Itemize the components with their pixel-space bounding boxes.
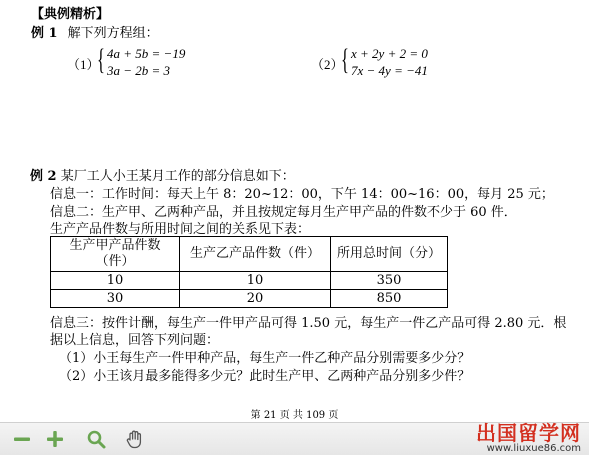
info3-line2: 据以上信息，回答下列问题： (50, 333, 220, 348)
system2-number: （2） (311, 57, 344, 72)
info1-text: 信息一：工作时间：每天上午 8：20~12：00，下午 14：00~16：00，每月 25 元； (50, 187, 554, 202)
table-cell: 10 (51, 272, 180, 290)
table-row (51, 290, 448, 308)
brace-icon: { (97, 43, 105, 76)
info2-text: 信息二：生产甲、乙两种产品，并且按规定每月生产甲产品的件数不少于 60 件． (50, 205, 517, 220)
watermark-name: 出国留学网 (476, 421, 581, 445)
minus-icon[interactable] (11, 428, 33, 450)
plus-icon[interactable] (44, 428, 66, 450)
site-watermark (476, 423, 581, 454)
equation-system-1 (67, 45, 227, 81)
example1-label: 例 1 (31, 26, 58, 41)
table-header-cell: 所用总时间（分） (331, 237, 448, 272)
table-cell: 20 (180, 290, 331, 308)
production-table (50, 236, 448, 308)
system1-eq2: 3a − 2b = 3 (107, 63, 171, 78)
table-header-cell: 生产乙产品件数（件） (180, 237, 331, 272)
page-footer: 第 21 页 共 109 页 (250, 410, 339, 421)
system2-eq1: x + 2y + 2 = 0 (351, 46, 428, 61)
example2-header (30, 165, 295, 184)
table-cell: 10 (180, 272, 331, 290)
section-heading: 【典例精析】 (31, 7, 110, 22)
example2-intro: 某厂工人小王某月工作的部分信息如下： (60, 169, 295, 184)
table-cell: 350 (331, 272, 448, 290)
viewer-toolbar (0, 422, 589, 455)
watermark-url: www.liuxue86.com (486, 443, 581, 454)
example1-header (31, 22, 159, 41)
system2-eq2: 7x − 4y = −41 (351, 63, 428, 78)
table-header-row (51, 237, 448, 272)
brace-icon: { (341, 43, 349, 76)
hand-icon[interactable] (124, 428, 146, 450)
question-1: （1）小王每生产一件甲种产品，每生产一件乙种产品分别需要多少分？ (59, 351, 471, 366)
table-cell: 850 (331, 290, 448, 308)
example1-prompt: 解下列方程组： (67, 26, 159, 41)
info3-line1: 信息三：按件计酬，每生产一件甲产品可得 1.50 元，每生产一件乙产品可得 2.80 元．根 (50, 316, 567, 331)
question-2: （2）小王该月最多能得多少元？此时生产甲、乙两种产品分别多少件？ (59, 369, 471, 384)
equation-system-2 (311, 45, 481, 81)
table-row (51, 272, 448, 290)
example2-label: 例 2 (30, 169, 57, 184)
table-cell: 30 (51, 290, 180, 308)
search-icon[interactable] (85, 428, 107, 450)
system1-eq1: 4a + 5b = −19 (107, 46, 186, 61)
table-header-cell: 生产甲产品件数 （件） (51, 237, 180, 272)
system1-number: （1） (67, 57, 100, 72)
table-intro-text: 生产产品件数与所用时间之间的关系见下表： (50, 222, 311, 237)
